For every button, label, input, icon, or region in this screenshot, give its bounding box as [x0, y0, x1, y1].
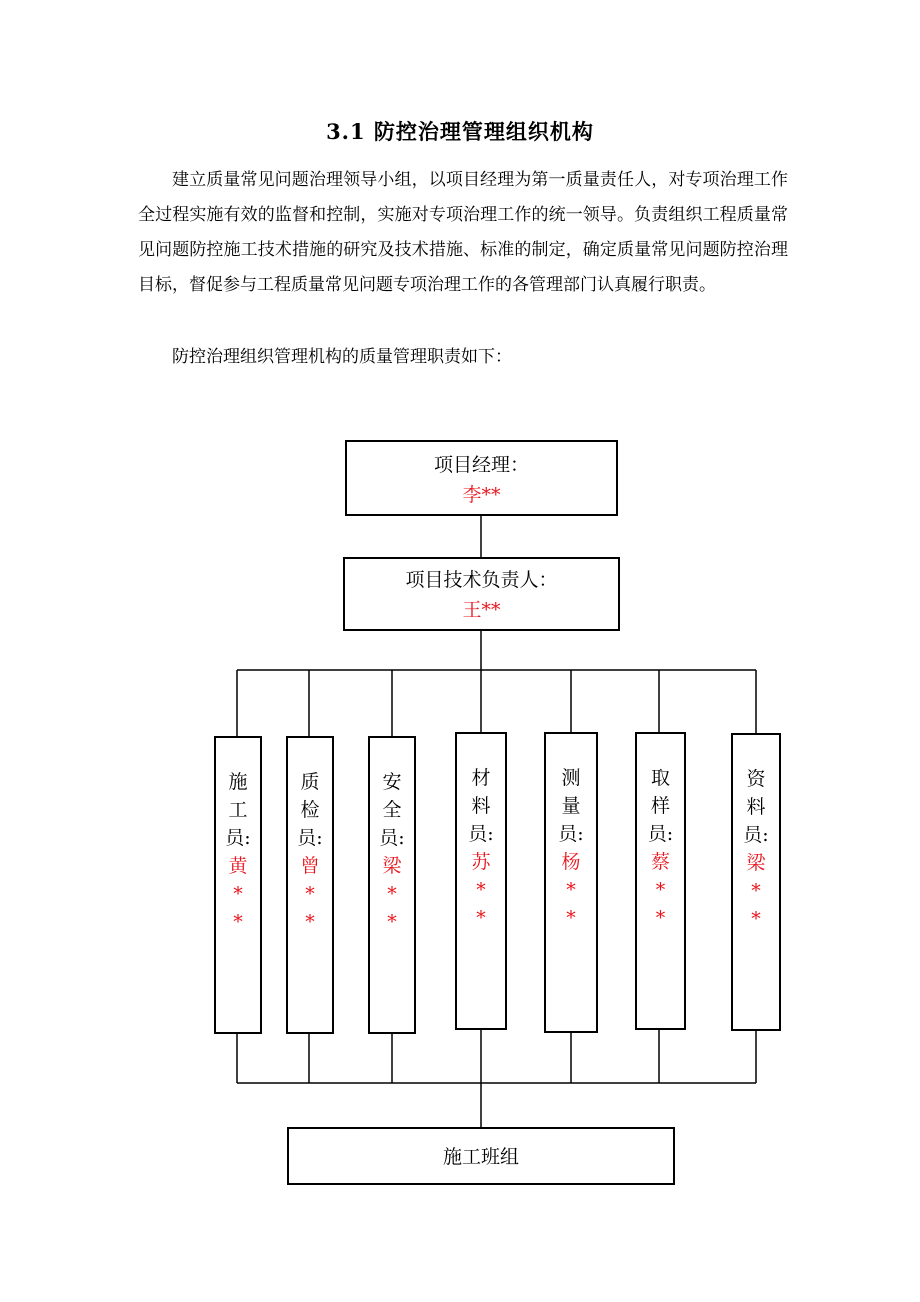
role-char: 员:	[379, 827, 405, 849]
staff-box-construction	[214, 736, 262, 1034]
role-char: 工	[228, 799, 248, 821]
name-char: 杨	[561, 851, 581, 873]
role-char: 员:	[647, 823, 674, 845]
role-char: 取	[650, 767, 670, 789]
name-char: *	[305, 883, 315, 905]
name-char: 蔡	[650, 851, 670, 873]
role-char: 质	[300, 771, 320, 793]
role-char: 施	[228, 771, 248, 793]
role-char: 量	[561, 795, 581, 817]
name-char: *	[655, 879, 666, 901]
name-char: *	[476, 879, 486, 901]
construction-team-box	[287, 1127, 675, 1185]
role-char: 员:	[297, 827, 323, 849]
role-char: 检	[300, 799, 320, 821]
role-char: 测	[561, 767, 581, 789]
role-char: 样	[650, 795, 670, 817]
role-char: 料	[746, 796, 766, 818]
name-char: 梁	[746, 852, 766, 874]
role-char: 员:	[468, 823, 494, 845]
name-char: *	[387, 911, 397, 933]
name-char: 梁	[382, 855, 402, 877]
name-char: *	[233, 883, 243, 905]
manager-name: 李**	[462, 484, 501, 506]
manager-role: 项目经理：	[433, 454, 529, 476]
name-char: 曾	[300, 855, 320, 877]
name-char: 苏	[471, 851, 491, 873]
name-char: *	[751, 880, 761, 902]
name-char: *	[566, 907, 576, 929]
staff-box-materials	[455, 732, 507, 1030]
role-char: 全	[382, 799, 402, 821]
role-char: 员:	[743, 824, 769, 846]
manager-box	[345, 440, 618, 516]
tech-lead-role: 项目技术负责人：	[405, 569, 558, 591]
name-char: *	[233, 911, 243, 933]
role-char: 员:	[558, 823, 584, 845]
tech-lead-box	[343, 557, 620, 631]
intro-paragraph: 建立质量常见问题治理领导小组，以项目经理为第一质量责任人，对专项治理工作全过程实施有效的监督和控制，实施对专项治理工作的统一领导。负责组织工程质量常见问题防控施工技术措施的研究及技术措施、标准的制定，确定质量常见问题防控治理目标，督促参与工程质量常见问题专项治理工作的各管理部门认真履行职责。	[138, 170, 788, 295]
role-char: 材	[471, 767, 491, 789]
name-char: *	[751, 908, 761, 930]
construction-team-label: 施工班组	[442, 1146, 519, 1168]
role-char: 安	[382, 771, 402, 793]
name-char: *	[476, 907, 486, 929]
name-char: *	[387, 883, 397, 905]
name-char: *	[305, 911, 315, 933]
role-char: 料	[471, 795, 491, 817]
staff-box-survey	[544, 732, 598, 1033]
duties-intro-paragraph: 防控治理组织管理机构的质量管理职责如下：	[172, 347, 512, 367]
tech-lead-name: 王**	[462, 599, 501, 621]
staff-box-sampling	[635, 732, 686, 1030]
role-char: 资	[746, 768, 766, 790]
section-heading: 3.1 防控治理管理组织机构	[326, 119, 594, 144]
staff-box-quality	[286, 736, 334, 1034]
role-char: 员:	[225, 827, 251, 849]
staff-box-safety	[368, 736, 416, 1034]
staff-box-documents	[731, 733, 781, 1031]
name-char: *	[566, 879, 576, 901]
name-char: *	[655, 907, 666, 929]
name-char: 黄	[228, 855, 248, 877]
